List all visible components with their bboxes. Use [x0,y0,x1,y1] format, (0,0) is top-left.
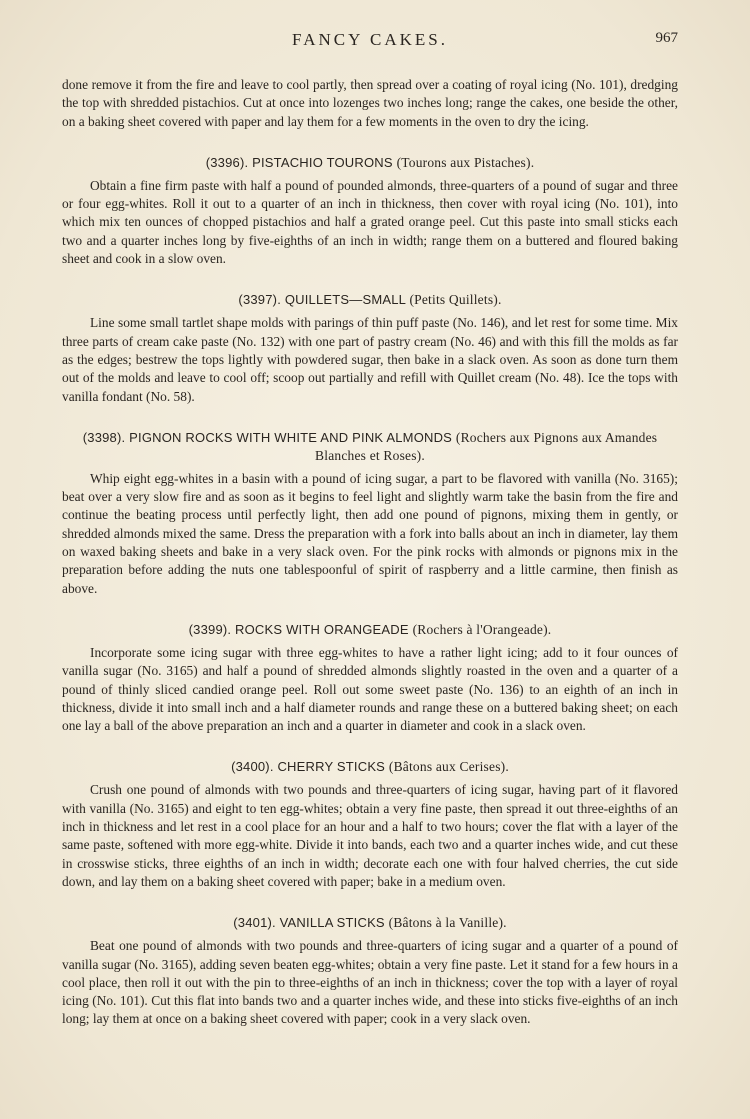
recipe-heading: (3398). PIGNON ROCKS WITH WHITE AND PINK ALMONDS [82,429,453,445]
recipe-heading: (3400). CHERRY STICKS [231,759,386,775]
recipe-french-name: (Tourons aux Pistaches). [396,154,535,170]
recipe-body-3398: Whip eight egg-whites in a basin with a pound of icing sugar, a part to be flavored with vanilla (No. 3165); beat over a very slow fire and as soon as it begins to feel light and slightly warm take the basin from the fire and continue the beating process until perfectly light, then add one pound of pignons, mixing them in gently, or shredded almonds mixed the same. Dress the preparation with a fork into balls about an inch in diameter, lay them on waxed baking sheets and bake in a very slack oven. For the pink rocks with almonds or pignons mix in the preparation before adding the nuts one tablespoonful of spirit of raspberry and a little carmine, then finish as above. [62,470,678,596]
recipe-french-name: (Rochers à l'Orangeade). [412,621,552,637]
recipe-title-3399 [62,621,678,639]
recipe-title-3396 [62,154,678,172]
recipe-title-3401 [62,914,678,932]
recipe-title-3397 [62,291,678,309]
recipe-french-name: (Rochers aux Pignons aux Amandes Blanches et Roses). [315,429,658,463]
recipe-body-3396: Obtain a fine firm paste with half a pound of pounded almonds, three-quarters of a pound of sugar and three or four egg-whites. Roll it out to a quarter of an inch in thickness, then cover with royal icing (No. 101), into which mix ten ounces of chopped pistachios and half a grated orange peel. Cut this paste into small sticks each two and a quarter inches long by five-eighths of an inch in width; range them on a buttered and floured baking sheet and cook in a slow oven. [62,177,678,267]
page-content [62,76,678,1029]
recipe-french-name: (Bâtons aux Cerises). [388,759,509,775]
page-number: 967 [655,30,678,46]
recipe-body-3400: Crush one pound of almonds with two pounds and three-quarters of icing sugar, having part of it flavored with vanilla (No. 3165) and eight to ten egg-whites; obtain a very fine paste, then spread it out three-eighths of an inch in thickness and let rest in a cool place for an hour and a half to two hours; cover the flat with a layer of the same paste, softened with more egg-white. Divide it into bands, each two and a quarter inches wide, and cut these in crosswise sticks, three eighths of an inch in width; decorate each one with four halved cherries, the cut side down, and lay them on a baking sheet covered with paper; bake in a medium oven. [62,782,678,889]
recipe-heading: (3397). QUILLETS—SMALL [238,292,406,308]
intro-paragraph: done remove it from the fire and leave to cool partly, then spread over a coating of royal icing (No. 101), dredging the top with shredded pistachios. Cut at once into lozenges two inches long; range the cakes, one beside the other, on a baking sheet covered with paper and lay them for a few moments in the oven to dry the icing. [62,77,678,129]
recipe-french-name: (Petits Quillets). [409,292,502,308]
recipe-body-3401: Beat one pound of almonds with two pounds and three-quarters of icing sugar and a quarter of a pound of vanilla sugar (No. 3165), adding seven beaten egg-whites; obtain a very fine paste. Let it stand for a few hours in a cool place, then roll it out with the pin to three-eighths of an inch in thickness; cover the top with a layer of royal icing (No. 101). Cut this flat into bands two and a quarter inches wide, and these into sticks five-eighths of an inch long; lay them at once on a baking sheet covered with paper; cook in a very slack oven. [62,938,678,1027]
recipe-heading: (3401). VANILLA STICKS [233,915,385,931]
running-head [62,30,678,52]
recipe-french-name: (Bâtons à la Vanille). [388,915,507,931]
recipe-body-3399: Incorporate some icing sugar with three egg-whites to have a rather light icing; add to it four ounces of vanilla sugar (No. 3165) and half a pound of shredded almonds slightly roasted in the oven and a quarter of a pound of thinly sliced candied orange peel. Roll out some sweet paste (No. 136) to an eighth of an inch in thickness, divide it into small inch and a half diameter rounds and range these on a buttered baking sheet; on each one lay a ball of the above preparation an inch and a quarter in diameter and cook in a slack oven. [62,644,678,734]
recipe-title-3400 [62,758,678,776]
recipe-heading: (3399). ROCKS WITH ORANGEADE [188,621,409,637]
recipe-heading: (3396). PISTACHIO TOURONS [205,154,393,170]
running-title: FANCY CAKES. [292,30,448,49]
recipe-body-3397: Line some small tartlet shape molds with parings of thin puff paste (No. 146), and let rest for some time. Mix three parts of cream cake paste (No. 132) with one part of pastry cream (No. 46) and with this fill the molds as far as the edges; bestrew the tops lightly with powdered sugar, then bake in a slack oven. As soon as done turn them out of the molds and leave to cool off; scoop out partially and refill with Quillet cream (No. 48). Ice the tops with vanilla fondant (No. 58). [62,315,678,404]
recipe-title-3398 [62,429,678,465]
